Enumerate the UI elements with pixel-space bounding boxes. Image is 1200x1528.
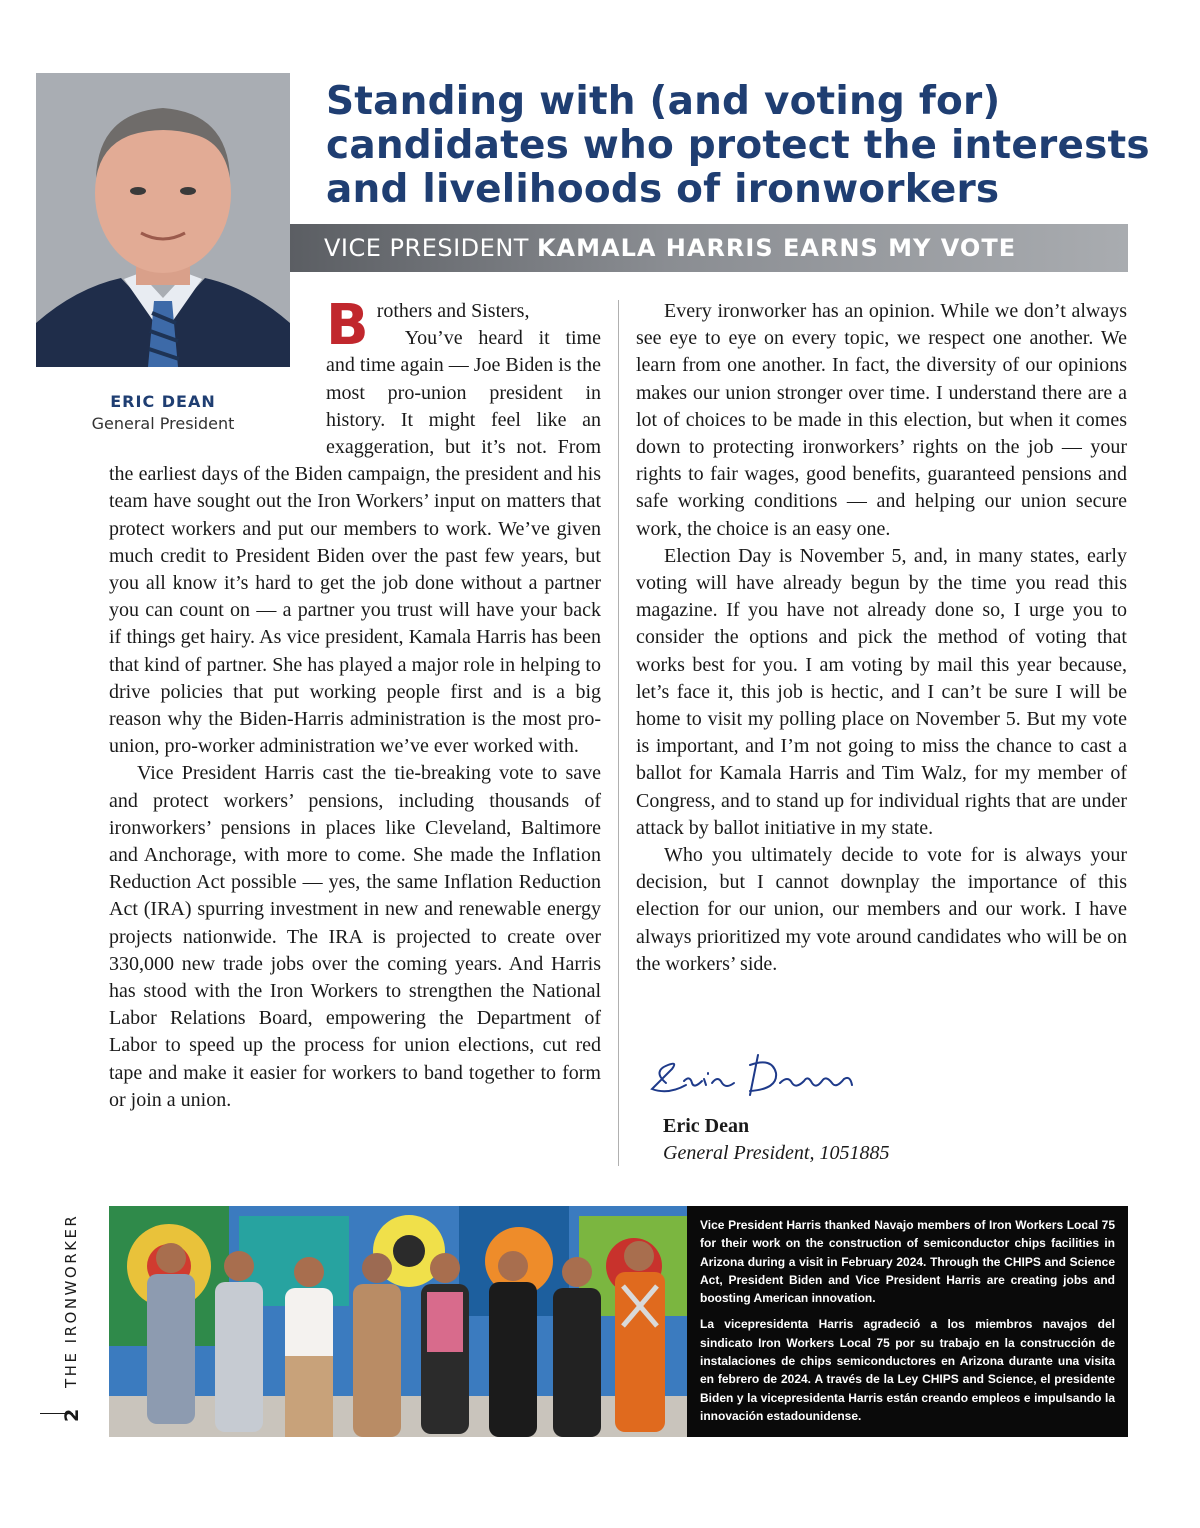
handwritten-signature [646, 1045, 866, 1105]
banner-emphasis: KAMALA HARRIS EARNS MY VOTE [536, 234, 1017, 262]
article-paragraph: Every ironworker has an opinion. While we don’t always see eye to eye on every topic, we respect one another. We learn from one another. In fact, the diversity of our opinions makes our union stronger over time. I understand there are a lot of choices to be made in this election, but when it comes down to protecting ironworkers’ rights on the job — your rights to fair wages, good benefits, guaranteed pensions and safe working conditions — and helping our union secure work, the choice is an easy one. [636, 300, 1127, 540]
photo-caption-english: Vice President Harris thanked Navajo members of Iron Workers Local 75 for their work on the construction of semiconductor chips facilities in Arizona during a visit in February 2024. Through the CHIPS and Science Act, President Biden and Vice President Harris are creating jobs and boosting American innovation. [700, 1218, 1115, 1306]
page-number: 2 [61, 1408, 83, 1422]
greeting-text: rothers and Sisters, [376, 300, 530, 322]
article-column-right [636, 298, 1127, 978]
article-paragraph: Who you ultimately decide to vote for is always your decision, but I cannot downplay the importance of this election for our union, our members and our work. I have always prioritized my vote around candidates who will be on the workers’ side. [636, 844, 1127, 975]
dropcap: B [326, 293, 369, 358]
author-caption-role: General President [91, 414, 235, 433]
group-photo [109, 1206, 687, 1437]
photo-caption-box [687, 1206, 1128, 1437]
subtitle-banner [290, 224, 1128, 272]
column-divider [618, 300, 619, 1166]
article-paragraph: You’ve heard it time and time again — Joe Biden is the most pro-union president in history. It might feel like an exaggeration, but it’s not. From the earliest days of the Biden campaign, the president and his team have sought out the Iron Workers’ input on matters that protect workers and put our members to work. We’ve given much credit to President Biden over the past few years, but you all know it’s hard to get the job done without a partner you can count on — a partner you trust will have your back if things get hairy. As vice president, Kamala Harris has been that kind of partner. She has played a major role in helping to drive policies that put working people first and is a big reason why the Biden-Harris administration is the most pro-union, pro-worker administration we’ve ever worked with. [109, 327, 601, 758]
photo-caption-spanish: La vicepresidenta Harris agradeció a los miembros navajos del sindicato Iron Workers Local 75 por su trabajo en la construcción de instalaciones de chips semiconductores en Arizona durante una visita en febrero de 2024. A través de la Ley CHIPS and Science, el presidente Biden y la vicepresidenta Harris están creando empleos e impulsando la innovación estadounidense. [700, 1317, 1115, 1423]
signoff-title: General President, 1051885 [663, 1142, 890, 1164]
page-title: Standing with (and voting for) candidates who protect the interests and livelihoods of ironworkers [326, 79, 1150, 212]
banner-prefix: VICE PRESIDENT [324, 234, 529, 262]
article-column-left [109, 293, 601, 1114]
author-caption-name: ERIC DEAN [110, 392, 216, 411]
signoff-name: Eric Dean [663, 1115, 750, 1137]
article-paragraph: Vice President Harris cast the tie-breaking vote to save and protect workers’ pensions, including thousands of ironworkers’ pensions in places like Cleveland, Baltimore and Anchorage, with more to come. She made the Inflation Reduction Act possible — yes, the same Inflation Reduction Act (IRA) spurring investment in new and renewable energy projects nationwide. The IRA is projected to create over 330,000 new trade jobs over the coming years. And Harris has stood with the Iron Workers to strengthen the National Labor Relations Board, empowering the Department of Labor to speed up the process for union elections, cut red tape and make it easier for workers to band together to form or join a union. [109, 762, 601, 1111]
magazine-name: THE IRONWORKER [62, 1213, 80, 1388]
caption-float-space [109, 298, 326, 461]
article-paragraph: Election Day is November 5, and, in many states, early voting will have already begun by the time you read this magazine. If you have not already done so, I urge you to consider the options and pick the method of voting that works best for you. I am voting by mail this year because, let’s face it, this job is hectic, and I can’t be sure I will be home to visit my polling place on November 5. But my vote is important, and I’m not going to miss the chance to cast a ballot for Kamala Harris and Tim Walz, for my member of Congress, and to stand up for individual rights that are under attack by ballot initiative in my state. [636, 544, 1127, 839]
